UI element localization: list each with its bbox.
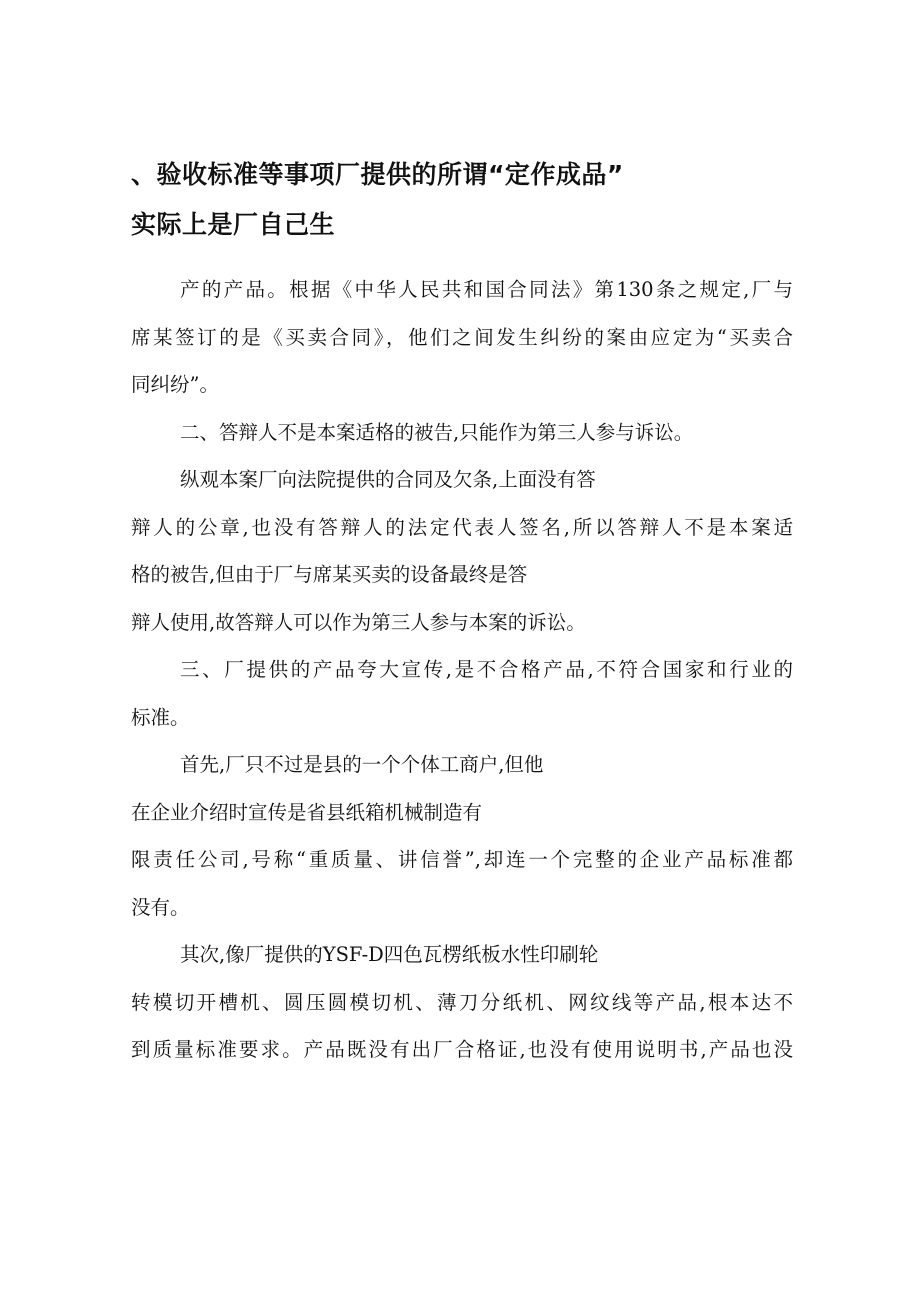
heading-line-2: 实际上是厂自己生: [131, 210, 336, 239]
paragraph-line: 没有。: [131, 895, 190, 919]
document-body: [131, 278, 793, 1086]
heading-line-1: 、验收标准等事项厂提供的所谓“定作成品”: [131, 160, 624, 189]
paragraph-line: 辩人的公章,也没有答辩人的法定代表人签名,所以答辩人不是本案适: [131, 515, 793, 539]
paragraph-line: 限责任公司,号称“重质量、讲信誉”,却连一个完整的企业产品标准都: [131, 848, 793, 871]
paragraph-line: 辩人使用,故答辩人可以作为第三人参与本案的诉讼。: [131, 610, 586, 634]
paragraph-line: 三、厂提供的产品夸大宣传,是不合格产品,不符合国家和行业的: [180, 658, 793, 681]
paragraph-line: 标准。: [131, 705, 190, 729]
paragraph-line: 转模切开槽机、圆压圆模切机、薄刀分纸机、网纹线等产品,根本达不: [131, 990, 793, 1014]
paragraph-line: 首先,厂只不过是县的一个个体工商户,但他: [180, 753, 544, 776]
paragraph-line: 席某签订的是《买卖合同》，他们之间发生纠纷的案由应定为“买卖合: [131, 325, 793, 349]
paragraph-line: 纵观本案厂向法院提供的合同及欠条,上面没有答: [180, 468, 596, 491]
paragraph-line: 二、答辩人不是本案适格的被告,只能作为第三人参与诉讼。: [180, 420, 694, 444]
paragraph-line: 产的产品。根据《中华人民共和国合同法》第130条之规定,厂与: [180, 278, 793, 301]
paragraph-line: 同纠纷”。: [131, 373, 219, 396]
paragraph-line: 其次,像厂提供的YSF-D四色瓦楞纸板水性印刷轮: [180, 943, 599, 966]
paragraph-line: 到质量标准要求。产品既没有出厂合格证,也没有使用说明书,产品也没: [131, 1038, 793, 1061]
paragraph-line: 在企业介绍时宣传是省县纸箱机械制造有: [131, 800, 483, 824]
paragraph-line: 格的被告,但由于厂与席某买卖的设备最终是答: [131, 563, 528, 586]
